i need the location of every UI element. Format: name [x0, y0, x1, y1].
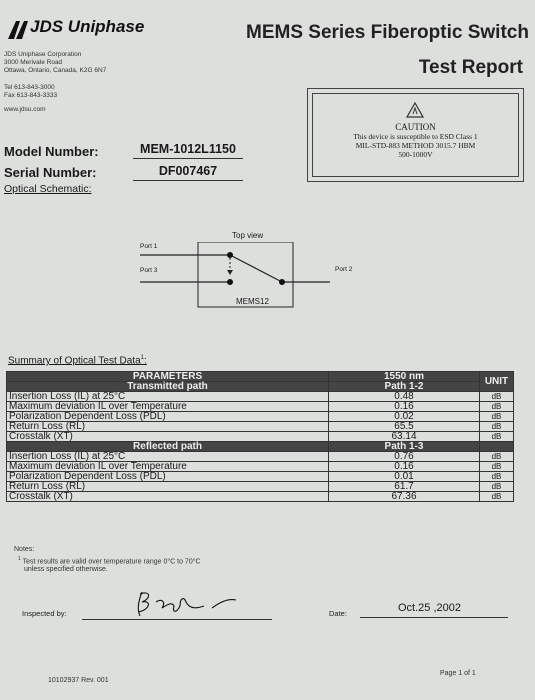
- esd-warning-icon: [406, 102, 424, 118]
- header-unit: UNIT: [480, 372, 514, 392]
- date-label: Date:: [329, 609, 347, 618]
- document-number: 10102937 Rev. 001: [48, 677, 109, 684]
- value-cell: 65.5: [329, 422, 480, 432]
- model-number-value: MEM-1012L1150: [133, 142, 243, 159]
- esd-caution-box: [307, 88, 524, 182]
- company-address: [4, 51, 106, 75]
- param-cell: Polarization Dependent Loss (PDL): [7, 472, 329, 482]
- value-cell: 0.48: [329, 392, 480, 402]
- table-row: [7, 462, 514, 472]
- port2-label: Port 2: [335, 266, 353, 273]
- company-web: www.jdsu.com: [4, 106, 46, 113]
- caution-line: 500-1000V: [398, 150, 433, 159]
- unit-cell: dB: [480, 482, 514, 492]
- serial-number-label: Serial Number:: [4, 165, 97, 180]
- caution-line: This device is susceptible to ESD Class 1: [353, 132, 478, 141]
- optical-test-data-table: [6, 371, 514, 502]
- jdsu-logo-icon: [6, 17, 32, 41]
- optical-schematic-label: Optical Schematic:: [4, 183, 92, 195]
- param-cell: Crosstalk (XT): [7, 492, 329, 502]
- model-number-label: Model Number:: [4, 144, 99, 159]
- header-parameters: PARAMETERS: [7, 372, 329, 382]
- value-cell: 0.16: [329, 462, 480, 472]
- date-value: Oct.25 ,2002: [398, 602, 461, 614]
- top-view-label: Top view: [232, 231, 264, 240]
- company-logo-text: JDS Uniphase: [30, 17, 145, 36]
- param-cell: Crosstalk (XT): [7, 432, 329, 442]
- page-number: Page 1 of 1: [440, 670, 476, 677]
- value-cell: 63.14: [329, 432, 480, 442]
- caution-title: CAUTION: [395, 122, 436, 132]
- table-row: [7, 492, 514, 502]
- notes-line1: Test results are valid over temperature range 0°C to 70°C: [22, 558, 201, 566]
- port1-label: Port 1: [140, 243, 158, 250]
- notes-mark: 1: [18, 556, 21, 562]
- table-row: [7, 472, 514, 482]
- reflected-path-label: Reflected path: [7, 442, 329, 452]
- table-row: [7, 482, 514, 492]
- value-cell: 0.76: [329, 452, 480, 462]
- fax-line: Fax 613-843-3333: [4, 92, 58, 99]
- table-header-row: [7, 372, 514, 382]
- unit-cell: dB: [480, 462, 514, 472]
- value-cell: 0.02: [329, 412, 480, 422]
- address-line: 3000 Merivale Road: [4, 59, 63, 66]
- caution-line: MIL-STD-883 METHOD 3015.7 HBM: [355, 141, 476, 150]
- optical-schematic-diagram: [130, 242, 375, 327]
- param-cell: Maximum deviation IL over Temperature: [7, 462, 329, 472]
- table-row: [7, 432, 514, 442]
- transmitted-section-row: [7, 382, 514, 392]
- table-row: [7, 392, 514, 402]
- unit-cell: dB: [480, 452, 514, 462]
- value-cell: 61.7: [329, 482, 480, 492]
- reflected-section-row: [7, 442, 514, 452]
- notes-label: Notes:: [14, 546, 35, 553]
- company-contact: [4, 84, 57, 100]
- serial-number-value: DF007467: [133, 164, 243, 181]
- summary-title-text: Summary of Optical Test Data: [8, 355, 141, 367]
- unit-cell: dB: [480, 492, 514, 502]
- param-cell: Polarization Dependent Loss (PDL): [7, 412, 329, 422]
- value-cell: 0.16: [329, 402, 480, 412]
- document-subtitle: Test Report: [418, 57, 523, 78]
- table-row: [7, 452, 514, 462]
- mems-device-label: MEMS12: [236, 297, 269, 306]
- param-cell: Insertion Loss (IL) at 25°C: [7, 452, 329, 462]
- unit-cell: dB: [480, 422, 514, 432]
- param-cell: Return Loss (RL): [7, 482, 329, 492]
- value-cell: 67.36: [329, 492, 480, 502]
- unit-cell: dB: [480, 402, 514, 412]
- address-line: JDS Uniphase Corporation: [4, 51, 82, 58]
- address-line: Ottawa, Ontario, Canada, K2G 6N7: [4, 67, 107, 74]
- table-row: [7, 422, 514, 432]
- port3-label: Port 3: [140, 267, 158, 274]
- notes-text: [18, 556, 201, 565]
- date-line: [360, 617, 508, 618]
- reflected-unit-blank: [480, 442, 514, 452]
- tel-line: Tel 613-843-3000: [4, 84, 55, 91]
- inspector-signature: [128, 588, 248, 620]
- transmitted-path-label: Transmitted path: [7, 382, 329, 392]
- notes-line2: unless specified otherwise.: [24, 566, 108, 573]
- summary-title: Summary of Optical Test Data$^1$:: [8, 355, 147, 367]
- param-cell: Return Loss (RL): [7, 422, 329, 432]
- value-cell: 0.01: [329, 472, 480, 482]
- header-wavelength: 1550 nm: [329, 372, 480, 382]
- table-row: [7, 412, 514, 422]
- transmitted-path-id: Path 1-2: [329, 382, 480, 392]
- param-cell: Maximum deviation IL over Temperature: [7, 402, 329, 412]
- table-row: [7, 402, 514, 412]
- unit-cell: dB: [480, 472, 514, 482]
- inspected-by-label: Inspected by:: [22, 609, 67, 618]
- unit-cell: dB: [480, 392, 514, 402]
- unit-cell: dB: [480, 432, 514, 442]
- param-cell: Insertion Loss (IL) at 25°C: [7, 392, 329, 402]
- unit-cell: dB: [480, 412, 514, 422]
- document-title: MEMS Series Fiberoptic Switch: [246, 22, 529, 43]
- summary-footnote-mark: 1: [140, 355, 144, 361]
- reflected-path-id: Path 1-3: [329, 442, 480, 452]
